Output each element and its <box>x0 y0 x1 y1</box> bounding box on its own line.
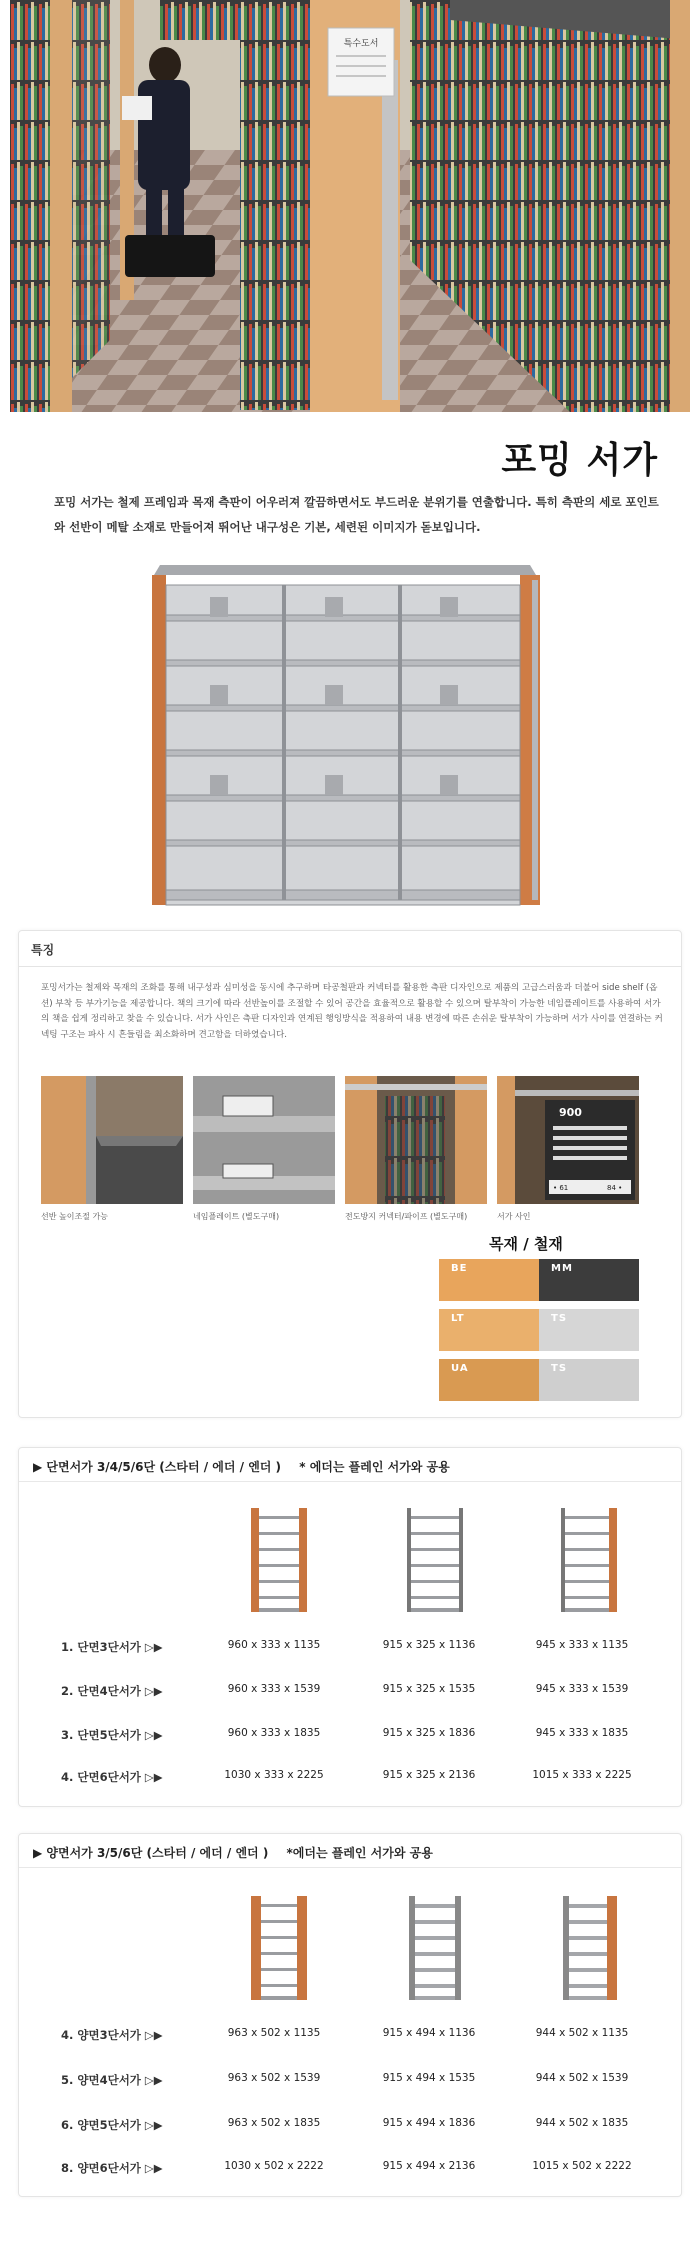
features-heading: 특징 <box>19 931 681 967</box>
spec-adder-size: 915 x 325 x 1836 <box>382 1727 476 1739</box>
page-title: 포밍 서가 <box>501 440 658 481</box>
single-spec-note: * 에더는 플레인 서가와 공용 <box>299 1460 450 1474</box>
spec-row <box>19 1727 683 1747</box>
ender-unit-image <box>559 1506 619 1614</box>
swatch-code: LT <box>451 1313 465 1324</box>
spec-row-label: 1. 단면3단서가 ▷▶ <box>61 1640 163 1654</box>
spec-row <box>19 2117 683 2137</box>
feature-thumbnails <box>41 1076 661 1226</box>
double-spec-title: ▶ 양면서가 3/5/6단 (스타터 / 에더 / 엔더 ) <box>33 1846 269 1860</box>
finish-row <box>439 1359 639 1401</box>
wood-swatch <box>439 1309 539 1351</box>
spec-adder-size: 915 x 325 x 1136 <box>382 1639 476 1651</box>
spec-row <box>19 1683 683 1703</box>
thumb-nameplate <box>193 1076 335 1222</box>
hero-photo <box>10 0 690 412</box>
swatch-code: UA <box>451 1363 469 1374</box>
thumb-caption: 네임플레이트 (별도구매) <box>193 1212 280 1221</box>
metal-swatch <box>539 1309 639 1351</box>
spec-starter-size: 960 x 333 x 1539 <box>227 1683 321 1695</box>
spec-row <box>19 1639 683 1659</box>
spec-starter-size: 960 x 333 x 1835 <box>227 1727 321 1739</box>
single-sided-spec-table <box>18 1447 682 1807</box>
spec-adder-size: 915 x 325 x 2136 <box>382 1769 476 1781</box>
metal-swatch <box>539 1359 639 1401</box>
double-spec-note: *에더는 플레인 서가와 공용 <box>286 1846 433 1860</box>
spec-starter-size: 963 x 502 x 1835 <box>227 2117 321 2129</box>
sign-foot-right: 84 • <box>607 1184 623 1192</box>
swatch-code: MM <box>551 1263 573 1274</box>
sign-main-number: 900 <box>559 1106 582 1119</box>
thumb-connector <box>345 1076 487 1222</box>
spec-ender-size: 944 x 502 x 1135 <box>535 2027 629 2039</box>
spec-adder-size: 915 x 325 x 1535 <box>382 1683 476 1695</box>
spec-ender-size: 1015 x 502 x 2222 <box>532 2160 632 2172</box>
finish-title: 목재 / 철재 <box>489 1235 563 1253</box>
finish-row <box>439 1309 639 1351</box>
shelf-adjust-image <box>41 1076 183 1204</box>
swatch-code: TS <box>551 1313 568 1324</box>
spec-row-label: 8. 양면6단서가 ▷▶ <box>61 2161 163 2175</box>
spec-starter-size: 1030 x 502 x 2222 <box>224 2160 324 2172</box>
thumb-caption: 전도방지 커넥터/파이프 (별도구매) <box>345 1212 468 1221</box>
wood-swatch <box>439 1359 539 1401</box>
main-shelf-image <box>140 555 550 925</box>
ender-unit-image <box>559 1894 619 2002</box>
thumb-caption: 서가 사인 <box>497 1212 531 1221</box>
spec-adder-size: 915 x 494 x 2136 <box>382 2160 476 2172</box>
wood-swatch <box>439 1259 539 1301</box>
spec-ender-size: 944 x 502 x 1835 <box>535 2117 629 2129</box>
spec-row <box>19 2027 683 2047</box>
starter-unit-image <box>249 1506 309 1614</box>
spec-adder-size: 915 x 494 x 1136 <box>382 2027 476 2039</box>
swatch-code: TS <box>551 1363 568 1374</box>
thumb-shelf-adjust <box>41 1076 183 1222</box>
finish-row <box>439 1259 639 1301</box>
spec-row-label: 2. 단면4단서가 ▷▶ <box>61 1684 163 1698</box>
thumb-caption: 선반 높이조절 가능 <box>41 1212 108 1221</box>
spec-row-label: 6. 양면5단서가 ▷▶ <box>61 2118 163 2132</box>
spec-ender-size: 945 x 333 x 1135 <box>535 1639 629 1651</box>
spec-row-label: 5. 양면4단서가 ▷▶ <box>61 2073 163 2087</box>
starter-unit-image <box>249 1894 309 2002</box>
spec-row <box>19 2160 683 2180</box>
spec-starter-size: 960 x 333 x 1135 <box>227 1639 321 1651</box>
spec-row <box>19 2072 683 2092</box>
hero-sign-text: 특수도서 <box>343 39 379 49</box>
swatch-code: BE <box>451 1263 468 1274</box>
spec-ender-size: 945 x 333 x 1835 <box>535 1727 629 1739</box>
spec-starter-size: 1030 x 333 x 2225 <box>224 1769 324 1781</box>
adder-unit-image <box>405 1894 465 2002</box>
features-panel <box>18 930 682 1418</box>
spec-adder-size: 915 x 494 x 1535 <box>382 2072 476 2084</box>
spec-ender-size: 945 x 333 x 1539 <box>535 1683 629 1695</box>
thumb-sign <box>497 1076 639 1222</box>
library-aisle-image <box>10 0 690 412</box>
nameplate-image <box>193 1076 335 1204</box>
single-spec-title: ▶ 단면서가 3/4/5/6단 (스타터 / 에더 / 엔더 ) <box>33 1460 282 1474</box>
spec-row-label: 4. 단면6단서가 ▷▶ <box>61 1770 163 1784</box>
spec-row <box>19 1769 683 1789</box>
spec-starter-size: 963 x 502 x 1135 <box>227 2027 321 2039</box>
single-spec-heading <box>19 1448 681 1482</box>
connector-image <box>345 1076 487 1204</box>
shelf-sign-image <box>497 1076 639 1204</box>
features-description: 포밍서가는 철제와 목재의 조화를 통해 내구성과 심미성을 동시에 추구하며 타공철판과 커넥터를 활용한 측판 디자인으로 제품의 고급스러움과 더불어 side shelf (옵션) 부착 등 부가기능을 제공합니다. 책의 크기에 따라 선반높이를 조절할 수 있어 공간을 효율적으로 활용할 수 있으며 탈부착이 가능한 네임플레이트를 사용하여 서가의 책을 쉽게 정리하고 찾을 수 있습니다. 서가 사인은 측판 디자인과 연계된 행잉방식을 적용하여 내용 변경에 따른 손쉬운 탈부착이 가능하며 서가 사이를 연결하는 커넥팅 구조는 파사 시 흔들림을 최소화하며 견고함을 더하였습니다. <box>41 983 663 1040</box>
intro-text: 포밍 서가는 철제 프레임과 목재 측판이 어우러져 깔끔하면서도 부드러운 분위기를 연출합니다. 특히 측판의 세로 포인트와 선반이 메탈 소재로 만들어져 뛰어난 내구성은 기본, 세련된 이미지가 돋보입니다. <box>54 495 659 534</box>
spec-starter-size: 963 x 502 x 1539 <box>227 2072 321 2084</box>
spec-row-label: 3. 단면5단서가 ▷▶ <box>61 1728 163 1742</box>
spec-adder-size: 915 x 494 x 1836 <box>382 2117 476 2129</box>
adder-unit-image <box>405 1506 465 1614</box>
spec-ender-size: 944 x 502 x 1539 <box>535 2072 629 2084</box>
double-spec-heading <box>19 1834 681 1868</box>
spec-row-label: 4. 양면3단서가 ▷▶ <box>61 2028 163 2042</box>
metal-swatch <box>539 1259 639 1301</box>
double-sided-spec-table <box>18 1833 682 2197</box>
sign-foot-left: • 61 <box>553 1184 569 1192</box>
spec-ender-size: 1015 x 333 x 2225 <box>532 1769 632 1781</box>
